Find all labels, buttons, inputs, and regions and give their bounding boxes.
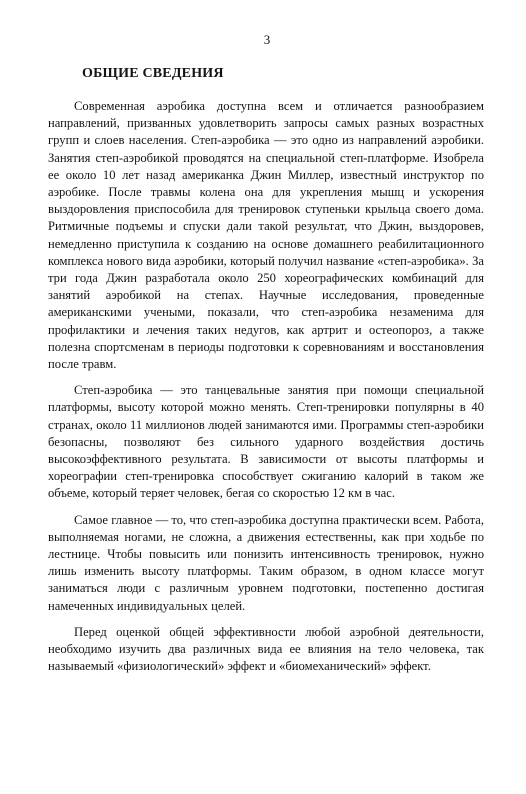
- paragraph-1: Современная аэробика доступна всем и отличается разнообразием направлений, призванных удовлетворить запросы самых разных возрастных групп и слоев населения. Степ-аэробика — это одно из направлений аэробики. Занятия степ-аэробикой проводятся на специальной степ-платформе. Изобрела ее около 10 лет назад американка Джин Миллер, известный инструктор по аэробике. После травмы колена она для укрепления мышц и ускорения выздоровления приспособила для тренировок ступеньки крыльца своего дома. Ритмичные подъемы и спуски дали такой результат, что Джин, выздоровев, немедленно приступила к созданию на основе домашнего реабилитационного комплекса нового вида аэробики, который получил название «степ-аэробика». За три года Джин разработала около 250 хореографических комбинаций для занятий аэробикой на степах. Научные исследования, проведенные американскими учеными, показали, что степ-аэробика незаменима для профилактики и лечения таких недугов, как артрит и остеопороз, а также полезна спортсменам в периоды подготовки к соревнованиям и восстановления после травм.: [48, 99, 484, 372]
- paragraph-4: Перед оценкой общей эффективности любой аэробной деятельности, необходимо изучить два различных вида ее влияния на тело человека, так называемый «физиологический» эффект и «биомеханический» эффект.: [48, 624, 484, 674]
- page-number: 3: [263, 32, 271, 47]
- paragraph-2: Степ-аэробика — это танцевальные занятия при помощи специальной платформы, высоту которой можно менять. Степ-тренировки популярны в 40 странах, около 11 миллионов людей занимаются ими. Программы степ-аэробики безопасны, позволяют без сильного ударного воздействия достичь высокоэффективного результата. В зависимости от высоты платформы и хореографии степ-тренировка способствует сжиганию калорий в таком же объеме, который теряет человек, бегая со скоростью 12 км в час.: [48, 383, 484, 501]
- paragraph-3: Самое главное — то, что степ-аэробика доступна практически всем. Работа, выполняемая ногами, не сложна, а движения естественны, как при ходьбе по лестнице. Чтобы повысить или понизить интенсивность тренировок, нужно лишь изменить высоту платформы. Таким образом, в одном классе могут заниматься люди с различным уровнем подготовки, постепенно достигая намеченных индивидуальных целей.: [48, 512, 484, 613]
- section-heading: ОБЩИЕ СВЕДЕНИЯ: [82, 66, 224, 81]
- body-text: [48, 98, 484, 676]
